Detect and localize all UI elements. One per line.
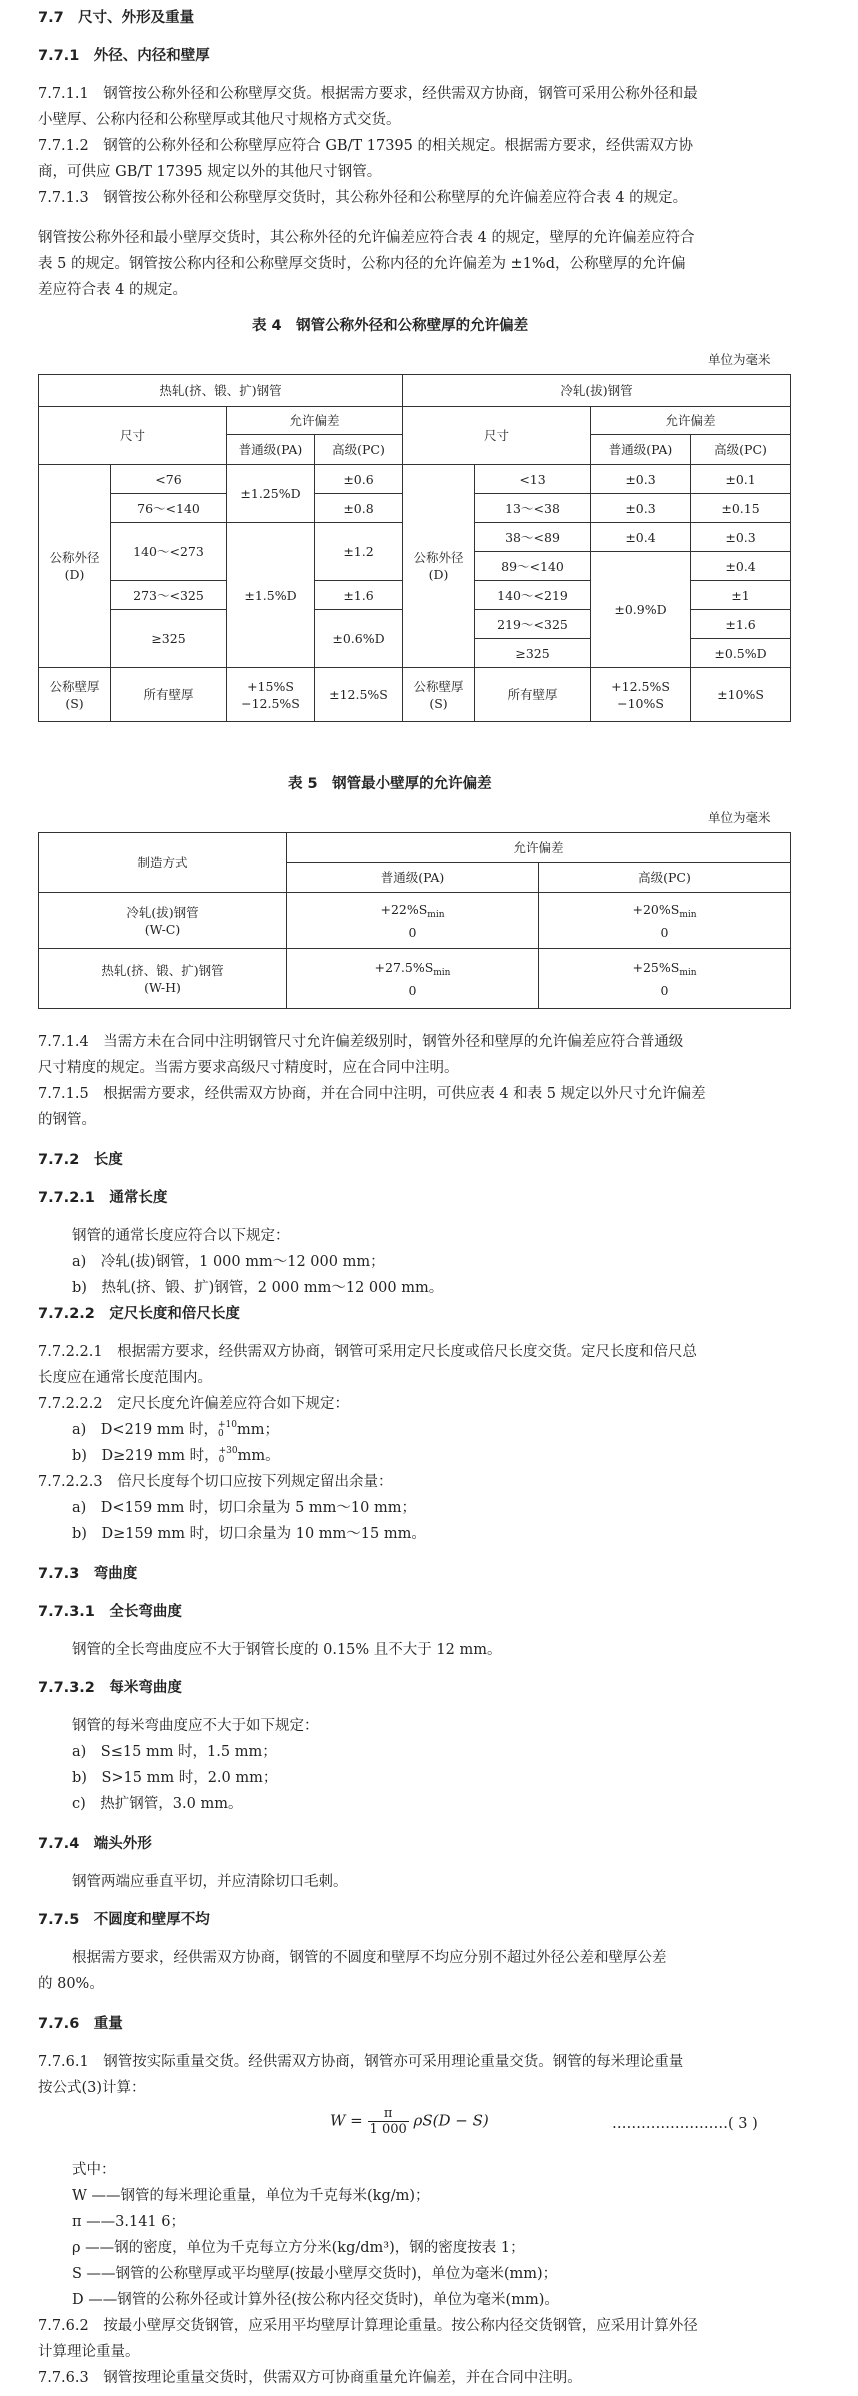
table-5-row-hot-pc — [539, 949, 791, 1009]
table-4-hot-pc: ±1.2 — [315, 523, 403, 581]
paragraph-7-7-6-2-line1: 7.7.6.2 按最小壁厚交货钢管，应采用平均壁厚计算理论重量。按公称内径交货钢管，应采用计算外径 — [38, 2318, 698, 2334]
paragraph-7-7-2-2-3: 7.7.2.2.3 倍尺长度每个切口应按下列规定留出余量： — [38, 1474, 393, 1490]
table-4-cold-pc: ±1 — [691, 581, 791, 610]
table-5-unit: 单位为毫米 — [708, 810, 771, 825]
table-5-row-hot-pa — [287, 949, 539, 1009]
paragraph-7-7-3-1: 钢管的全长弯曲度应不大于钢管长度的 0.15% 且不大于 12 mm。 — [72, 1642, 502, 1658]
section-7-7-2-1-heading: 7.7.2.1 通常长度 — [38, 1190, 168, 1206]
paragraph-a-line2: 表 5 的规定。钢管按公称内径和公称壁厚交货时，公称内径的允许偏差为 ±1%d，公称壁厚的允许偏 — [38, 256, 686, 272]
tolerance-b-lower: 0 — [218, 1455, 225, 1465]
table-4-hot-wt-pc: ±12.5%S — [315, 668, 403, 722]
table-4-cold-wt-label-text: 公称壁厚 — [413, 678, 464, 694]
table-4-cold-size: <13 — [475, 465, 591, 494]
formula-numerator: π — [368, 2106, 409, 2122]
formula-fraction — [368, 2106, 409, 2137]
paragraph-7-7-5-line1: 根据需方要求，经供需双方协商，钢管的不圆度和壁厚不均应分别不超过外径公差和壁厚公差 — [72, 1950, 667, 1966]
table-5-row-cold-pc-value: +20%S — [632, 901, 680, 917]
table-4-hot-pc: ±0.6%D — [315, 610, 403, 668]
table-4-cold-tolerance-header: 允许偏差 — [591, 407, 791, 435]
list-item-7-7-2-1-b: b) 热轧(挤、锻、扩)钢管，2 000 mm～12 000 mm。 — [72, 1280, 444, 1296]
paragraph-a-line3: 差应符合表 4 的规定。 — [38, 282, 187, 298]
table-4-hot-tolerance-header: 允许偏差 — [227, 407, 403, 435]
paragraph-7-7-2-1: 钢管的通常长度应符合以下规定： — [72, 1228, 290, 1244]
paragraph-7-7-1-1-line2: 小壁厚、公称内径和公称壁厚或其他尺寸规格方式交货。 — [38, 112, 401, 128]
paragraph-7-7-2-2-1-line2: 长度应在通常长度范围内。 — [38, 1370, 212, 1386]
section-7-7-1-heading: 7.7.1 外径、内径和壁厚 — [38, 48, 210, 64]
table-5-row-cold-pa-value: +22%S — [380, 901, 428, 917]
table-4-hot-wt-label — [39, 668, 111, 722]
paragraph-7-7-2-2-2: 7.7.2.2.2 定尺长度允许偏差应符合如下规定： — [38, 1396, 350, 1412]
table-4-cold-all-wt: 所有壁厚 — [475, 668, 591, 722]
table-4-hot-od-label — [39, 465, 111, 668]
formula-rhs: ρS(D − S) — [413, 2111, 489, 2130]
table-5 — [38, 832, 791, 1009]
tolerance-a-unit: mm； — [236, 1422, 279, 1438]
table-5-row-cold-pc-lower: 0 — [660, 924, 669, 940]
table-4-cold-od-label — [403, 465, 475, 668]
table-4-caption: 表 4 钢管公称外径和公称壁厚的允许偏差 — [252, 318, 529, 334]
table-4-hot-wt-pa-plus: +15%S — [247, 678, 294, 694]
table-4-hot-size: 273～<325 — [111, 581, 227, 610]
formula-lhs: W = — [330, 2111, 363, 2130]
table-5-row-cold-pc-subscript: min — [679, 909, 697, 920]
formula-denominator: 1 000 — [369, 2122, 407, 2137]
table-4-cold-wt-pa-plus: +12.5%S — [611, 678, 670, 694]
section-7-7-5-heading: 7.7.5 不圆度和壁厚不均 — [38, 1912, 210, 1928]
table-4-cold-od-label-symbol: (D) — [428, 567, 449, 582]
table-4-cold-pc: ±0.15 — [691, 494, 791, 523]
table-4-cold-normal-header: 普通级(PA) — [591, 435, 691, 465]
table-5-row-hot-pa-subscript: min — [433, 967, 451, 978]
paragraph-7-7-6-1-line1: 7.7.6.1 钢管按实际重量交货。经供需双方协商，钢管亦可采用理论重量交货。钢管的每米理论重量 — [38, 2054, 684, 2070]
table-4-cold-pc: ±1.6 — [691, 610, 791, 639]
table-5-row-cold-pa — [287, 893, 539, 949]
table-4-cold-pc: ±0.4 — [691, 552, 791, 581]
where-item-d: D ——钢管的公称外径或计算外径(按公称内径交货时)，单位为毫米(mm)。 — [72, 2292, 559, 2308]
list-item-7-7-3-2-c: c) 热扩钢管，3.0 mm。 — [72, 1796, 243, 1812]
table-4-hot-size: 140～<273 — [111, 523, 227, 581]
list-item-7-7-2-2-3-a: a) D<159 mm 时，切口余量为 5 mm～10 mm； — [72, 1500, 416, 1516]
table-4-hot-pa-2: ±1.5%D — [227, 523, 315, 668]
tolerance-b-upper: +30 — [218, 1446, 238, 1456]
table-4 — [38, 374, 791, 722]
section-7-7-4-heading: 7.7.4 端头外形 — [38, 1836, 152, 1852]
table-5-row-hot — [39, 949, 287, 1009]
tolerance-b-unit: mm。 — [237, 1448, 280, 1464]
tolerance-a-lower: 0 — [217, 1429, 224, 1439]
paragraph-7-7-6-3: 7.7.6.3 钢管按理论重量交货时，供需双方可协商重量允许偏差，并在合同中注明。 — [38, 2370, 582, 2386]
paragraph-7-7-1-1-line1: 7.7.1.1 钢管按公称外径和公称壁厚交货。根据需方要求，经供需双方协商，钢管可采用公称外径和最 — [38, 86, 698, 102]
list-item-7-7-2-2-2-a — [72, 1418, 279, 1439]
paragraph-7-7-6-2-line2: 计算理论重量。 — [38, 2344, 140, 2360]
where-item-rho: ρ ——钢的密度，单位为千克每立方分米(kg/dm³)，钢的密度按表 1； — [72, 2240, 525, 2256]
table-5-row-cold-pa-subscript: min — [427, 909, 445, 920]
table-4-cold-size: 219～<325 — [475, 610, 591, 639]
where-item-s: S ——钢管的公称壁厚或平均壁厚(按最小壁厚交货时)，单位为毫米(mm)； — [72, 2266, 558, 2282]
table-5-method-header: 制造方式 — [39, 833, 287, 893]
table-4-cold-size-header: 尺寸 — [403, 407, 591, 465]
table-5-row-hot-pc-subscript: min — [679, 967, 697, 978]
list-item-7-7-2-2-2-b — [72, 1444, 280, 1465]
table-4-hot-size: <76 — [111, 465, 227, 494]
table-5-row-hot-pc-value: +25%S — [632, 959, 680, 975]
table-5-row-cold-name: 冷轧(拔)钢管 — [126, 904, 199, 920]
table-4-hot-wt-pa — [227, 668, 315, 722]
table-5-normal-header: 普通级(PA) — [287, 863, 539, 893]
section-7-7-heading: 7.7 尺寸、外形及重量 — [38, 10, 195, 26]
paragraph-7-7-1-3: 7.7.1.3 钢管按公称外径和公称壁厚交货时，其公称外径和公称壁厚的允许偏差应符合表 4 的规定。 — [38, 190, 688, 206]
paragraph-7-7-1-2-line1: 7.7.1.2 钢管的公称外径和公称壁厚应符合 GB/T 17395 的相关规定。根据需方要求，经供需双方协 — [38, 138, 693, 154]
table-5-caption: 表 5 钢管最小壁厚的允许偏差 — [288, 776, 492, 792]
table-5-row-cold-pc — [539, 893, 791, 949]
paragraph-7-7-2-2-1-line1: 7.7.2.2.1 根据需方要求，经供需双方协商，钢管可采用定尺长度或倍尺长度交货。定尺长度和倍尺总 — [38, 1344, 698, 1360]
list-item-7-7-2-2-2-b-text: b) D≥219 mm 时， — [72, 1448, 219, 1464]
section-7-7-2-heading: 7.7.2 长度 — [38, 1152, 123, 1168]
table-4-hot-size-header: 尺寸 — [39, 407, 227, 465]
paragraph-7-7-1-5-line1: 7.7.1.5 根据需方要求，经供需双方协商，并在合同中注明，可供应表 4 和表 5 规定以外尺寸允许偏差 — [38, 1086, 706, 1102]
table-4-hot-title: 热轧(挤、锻、扩)钢管 — [39, 375, 403, 407]
section-7-7-2-2-heading: 7.7.2.2 定尺长度和倍尺长度 — [38, 1306, 240, 1322]
paragraph-7-7-3-2: 钢管的每米弯曲度应不大于如下规定： — [72, 1718, 319, 1734]
paragraph-7-7-1-5-line2: 的钢管。 — [38, 1112, 96, 1128]
table-4-cold-pc: ±0.3 — [691, 523, 791, 552]
section-7-7-3-heading: 7.7.3 弯曲度 — [38, 1566, 138, 1582]
table-5-row-hot-pc-lower: 0 — [660, 982, 669, 998]
table-4-cold-wt-pc: ±10%S — [691, 668, 791, 722]
table-4-cold-size: 140～<219 — [475, 581, 591, 610]
formula-3 — [330, 2106, 489, 2137]
table-4-cold-pc: ±0.1 — [691, 465, 791, 494]
section-7-7-3-1-heading: 7.7.3.1 全长弯曲度 — [38, 1604, 182, 1620]
table-4-hot-pc: ±0.6 — [315, 465, 403, 494]
section-7-7-3-2-heading: 7.7.3.2 每米弯曲度 — [38, 1680, 182, 1696]
section-7-7-6-heading: 7.7.6 重量 — [38, 2016, 123, 2032]
where-label: 式中： — [72, 2162, 116, 2178]
table-4-hot-pc: ±1.6 — [315, 581, 403, 610]
table-4-cold-wt-label — [403, 668, 475, 722]
tolerance-a-upper: +10 — [217, 1420, 237, 1430]
table-5-row-hot-name: 热轧(挤、锻、扩)钢管 — [101, 962, 224, 978]
table-4-cold-wt-pa-minus: −10%S — [617, 695, 664, 711]
where-item-pi: π ——3.141 6； — [72, 2214, 185, 2230]
paragraph-7-7-1-4-line2: 尺寸精度的规定。当需方要求高级尺寸精度时，应在合同中注明。 — [38, 1060, 459, 1076]
table-4-cold-pc: ±0.5%D — [691, 639, 791, 668]
table-4-cold-size: 13～<38 — [475, 494, 591, 523]
paragraph-7-7-4: 钢管两端应垂直平切，并应清除切口毛刺。 — [72, 1874, 348, 1890]
list-item-7-7-2-2-2-a-text: a) D<219 mm 时， — [72, 1422, 218, 1438]
paragraph-a-line1: 钢管按公称外径和最小壁厚交货时，其公称外径的允许偏差应符合表 4 的规定，壁厚的允许偏差应符合 — [38, 230, 695, 246]
table-4-cold-wt-pa — [591, 668, 691, 722]
table-4-hot-pc: ±0.8 — [315, 494, 403, 523]
table-4-hot-size: 76～<140 — [111, 494, 227, 523]
list-item-7-7-2-1-a: a) 冷轧(拔)钢管，1 000 mm～12 000 mm； — [72, 1254, 385, 1270]
table-4-cold-pa-big: ±0.9%D — [591, 552, 691, 668]
table-4-unit: 单位为毫米 — [708, 352, 771, 367]
table-4-cold-size: 89～<140 — [475, 552, 591, 581]
list-item-7-7-3-2-a: a) S≤15 mm 时，1.5 mm； — [72, 1744, 277, 1760]
table-4-hot-wt-pa-minus: −12.5%S — [241, 695, 300, 711]
paragraph-7-7-1-4-line1: 7.7.1.4 当需方未在合同中注明钢管尺寸允许偏差级别时，钢管外径和壁厚的允许偏差应符合普通级 — [38, 1034, 684, 1050]
table-4-cold-wt-label-symbol: (S) — [429, 695, 448, 711]
table-5-row-cold-code: (W-C) — [144, 921, 181, 937]
table-4-cold-pa: ±0.3 — [591, 465, 691, 494]
table-4-cold-size: 38～<89 — [475, 523, 591, 552]
where-item-w: W ——钢管的每米理论重量，单位为千克每米(kg/m)； — [72, 2188, 430, 2204]
table-5-row-hot-pa-lower: 0 — [408, 982, 417, 998]
table-4-hot-size: ≥325 — [111, 610, 227, 668]
formula-number: ……………………( 3 ) — [612, 2116, 758, 2132]
paragraph-7-7-6-1-line2: 按公式(3)计算： — [38, 2080, 146, 2096]
table-5-row-cold-pa-lower: 0 — [408, 924, 417, 940]
table-5-row-hot-code: (W-H) — [144, 979, 181, 995]
table-5-tolerance-header: 允许偏差 — [287, 833, 791, 863]
table-4-hot-od-label-text: 公称外径 — [49, 550, 100, 565]
table-4-hot-normal-header: 普通级(PA) — [227, 435, 315, 465]
paragraph-7-7-1-2-line2: 商，可供应 GB/T 17395 规定以外的其他尺寸钢管。 — [38, 164, 382, 180]
table-5-row-cold — [39, 893, 287, 949]
tolerance-stack-b — [219, 1447, 238, 1465]
table-4-hot-pa-1: ±1.25%D — [227, 465, 315, 523]
list-item-7-7-3-2-b: b) S>15 mm 时，2.0 mm； — [72, 1770, 278, 1786]
table-5-high-header: 高级(PC) — [539, 863, 791, 893]
table-4-hot-wt-label-text: 公称壁厚 — [49, 678, 100, 694]
table-5-row-hot-pa-value: +27.5%S — [374, 959, 434, 975]
table-4-cold-pa: ±0.4 — [591, 523, 691, 552]
list-item-7-7-2-2-3-b: b) D≥159 mm 时，切口余量为 10 mm～15 mm。 — [72, 1526, 426, 1542]
table-4-cold-high-header: 高级(PC) — [691, 435, 791, 465]
table-4-hot-high-header: 高级(PC) — [315, 435, 403, 465]
table-4-cold-title: 冷轧(拔)钢管 — [403, 375, 791, 407]
table-4-hot-all-wt: 所有壁厚 — [111, 668, 227, 722]
table-4-hot-od-label-symbol: (D) — [64, 567, 85, 582]
table-4-hot-wt-label-symbol: (S) — [65, 695, 84, 711]
table-4-cold-pa: ±0.3 — [591, 494, 691, 523]
paragraph-7-7-5-line2: 的 80%。 — [38, 1976, 104, 1992]
table-4-cold-od-label-text: 公称外径 — [413, 550, 464, 565]
tolerance-stack-a — [218, 1421, 237, 1439]
table-4-cold-size: ≥325 — [475, 639, 591, 668]
